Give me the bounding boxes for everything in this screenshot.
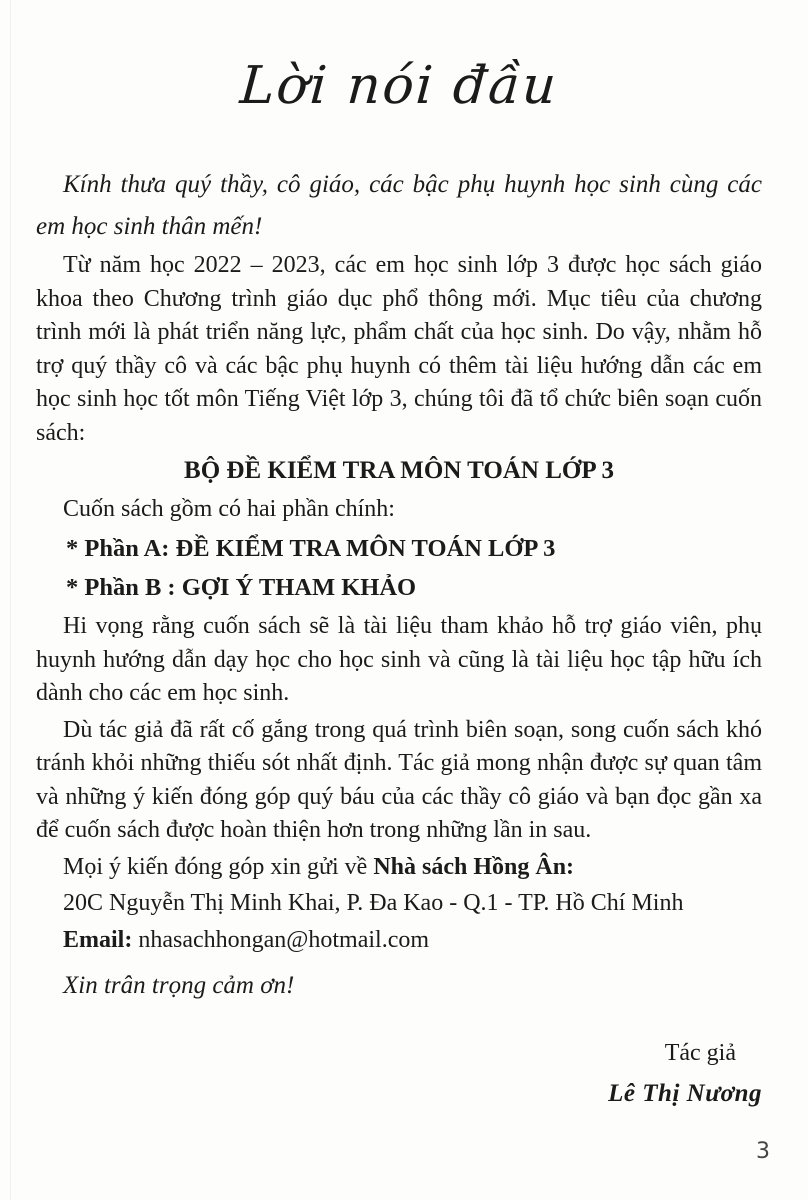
part-a-line: * Phần A: ĐỀ KIỂM TRA MÔN TOÁN LỚP 3 — [66, 535, 556, 562]
thanks-line: Xin trân trọng cảm ơn! — [63, 972, 295, 999]
feedback-line — [36, 850, 762, 885]
parts-intro-line: Cuốn sách gồm có hai phần chính: — [63, 496, 395, 522]
part-b-line: * Phần B : GỢI Ý THAM KHẢO — [66, 574, 417, 601]
author-role-label: Tác giả — [664, 1039, 736, 1066]
book-title-heading: BỘ ĐỀ KIỂM TRA MÔN TOÁN LỚP 3 — [184, 457, 614, 484]
publisher-name: Nhà sách Hồng Ân: — [373, 853, 575, 880]
preface-title: Lời nói đầu — [238, 56, 560, 116]
email-line — [36, 923, 762, 958]
email-address: nhasachhongan@hotmail.com — [138, 926, 430, 953]
address-line: 20C Nguyễn Thị Minh Khai, P. Đa Kao - Q.1 - TP. Hồ Chí Minh — [63, 890, 684, 916]
author-name: Lê Thị Nương — [608, 1080, 762, 1107]
feedback-lead-text: Mọi ý kiến đóng góp xin gửi về — [63, 853, 374, 880]
hope-paragraph: Hi vọng rằng cuốn sách sẽ là tài liệu tham khảo hỗ trợ giáo viên, phụ huynh hướng dẫn dạy học cho học sinh và cũng là tài liệu học tập hữu ích dành cho các em học sinh. — [36, 613, 762, 706]
apology-paragraph: Dù tác giả đã rất cố gắng trong quá trình biên soạn, song cuốn sách khó tránh khỏi những thiếu sót nhất định. Tác giả mong nhận được sự quan tâm và những ý kiến đóng góp quý báu của các thầy cô giáo và bạn đọc gần xa để cuốn sách được hoàn thiện hơn trong những lần in sau. — [36, 716, 762, 843]
intro-paragraph: Từ năm học 2022 – 2023, các em học sinh lớp 3 được học sách giáo khoa theo Chương trình giáo dục phổ thông mới. Mục tiêu của chương trình mới là phát triển năng lực, phẩm chất của học sinh. Do vậy, nhằm hỗ trợ quý thầy cô và các bậc phụ huynh có thêm tài liệu hướng dẫn các em học sinh học tốt môn Tiếng Việt lớp 3, chúng tôi đã tổ chức biên soạn cuốn sách: — [36, 252, 762, 446]
greeting-paragraph: Kính thưa quý thầy, cô giáo, các bậc phụ huynh học sinh cùng các em học sinh thân mến! — [36, 171, 762, 240]
page-number: 3 — [756, 1139, 770, 1164]
email-label: Email: — [63, 926, 139, 953]
signature-block — [36, 1037, 762, 1111]
